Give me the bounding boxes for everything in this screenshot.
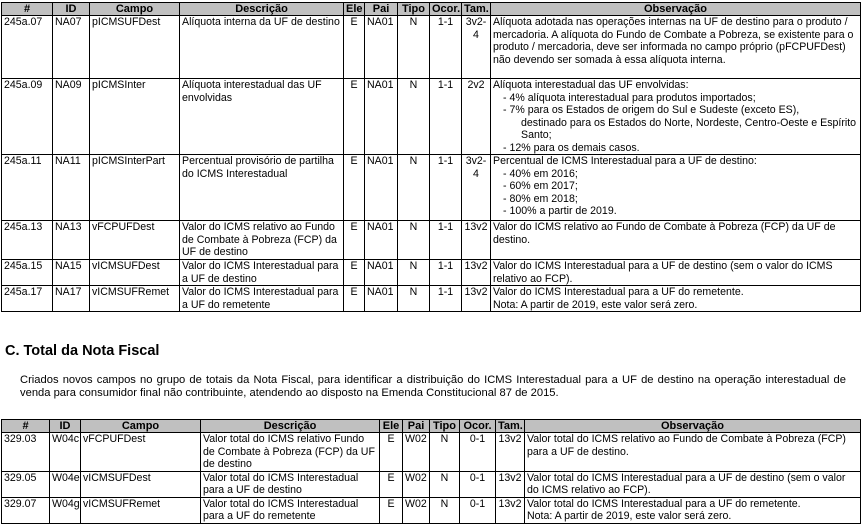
cell-campo: pICMSInter [90, 79, 180, 155]
section-intro: Criados novos campos no grupo de totais da Nota Fiscal, para identificar a distribuição do ICMS Interestadual para a UF de destino na operação interestadual de venda para consumidor final não contribuinte, atendendo ao disposto na Emenda Constitucional 87 de 2015. [20, 374, 846, 399]
cell-ocor: 1-1 [430, 79, 462, 155]
cell-tipo: N [398, 221, 430, 260]
col-header-observacao: Observação [491, 3, 861, 16]
cell-campo: vICMSUFDest [90, 260, 180, 286]
col-header-num: # [2, 420, 50, 433]
obs-list [493, 168, 858, 218]
cell-id: W04g [50, 497, 81, 523]
table-row [2, 221, 861, 260]
cell-descricao: Valor total do ICMS relativo Fundo de Combate à Pobreza (FCP) da UF de destino [201, 433, 380, 472]
cell-pai: W02 [403, 471, 430, 497]
cell-num: 329.03 [2, 433, 50, 472]
cell-ele: E [344, 16, 365, 79]
table-row [2, 16, 861, 79]
cell-id: W04e [50, 471, 81, 497]
obs-note: Nota: A partir de 2019, este valor será zero. [493, 298, 698, 311]
table-header-row [2, 420, 861, 433]
cell-tipo: N [430, 471, 460, 497]
col-header-num: # [2, 3, 53, 16]
col-header-campo: Campo [90, 3, 180, 16]
cell-descricao: Valor total do ICMS Interestadual para a UF do remetente [201, 497, 380, 523]
cell-observacao [491, 286, 861, 312]
obs-item: destinado para os Estados do Norte, Nordeste, Centro-Oeste e Espírito Santo; [521, 116, 857, 141]
cell-observacao [525, 497, 861, 523]
cell-ele: E [380, 433, 403, 472]
totals-fields-table [1, 419, 861, 524]
cell-tipo: N [430, 497, 460, 523]
cell-campo: vICMSUFDest [81, 471, 201, 497]
table-row [2, 79, 861, 155]
cell-ocor: 1-1 [430, 155, 462, 221]
table-row [2, 497, 861, 523]
obs-text: Valor do ICMS Interestadual para a UF do remetente. [493, 286, 744, 298]
col-header-pai: Pai [403, 420, 430, 433]
cell-pai: W02 [403, 497, 430, 523]
cell-id: NA09 [53, 79, 90, 155]
cell-tipo: N [398, 260, 430, 286]
table-row [2, 286, 861, 312]
obs-item: - 40% em 2016; [503, 167, 578, 180]
cell-observacao: Valor total do ICMS Interestadual para a UF de destino (sem o valor do ICMS relativo ao FCP). [525, 471, 861, 497]
cell-num: 245a.13 [2, 221, 53, 260]
cell-ele: E [380, 471, 403, 497]
col-header-observacao: Observação [525, 420, 861, 433]
cell-ocor: 1-1 [430, 221, 462, 260]
col-header-descricao: Descrição [180, 3, 344, 16]
cell-tipo: N [430, 433, 460, 472]
cell-id: NA07 [53, 16, 90, 79]
cell-ocor: 0-1 [460, 433, 496, 472]
cell-descricao: Valor do ICMS Interestadual para a UF de destino [180, 260, 344, 286]
obs-item: - 7% para os Estados de origem do Sul e Sudeste (exceto ES), [503, 104, 800, 116]
col-header-campo: Campo [81, 420, 201, 433]
cell-num: 245a.07 [2, 16, 53, 79]
obs-list [493, 92, 858, 155]
obs-intro: Percentual de ICMS Interestadual para a UF de destino: [493, 155, 757, 167]
cell-num: 245a.15 [2, 260, 53, 286]
cell-id: NA13 [53, 221, 90, 260]
cell-campo: vICMSUFRemet [90, 286, 180, 312]
cell-tam: 13v2 [462, 221, 491, 260]
cell-num: 329.07 [2, 497, 50, 523]
obs-note: Nota: A partir de 2019, este valor será zero. [527, 510, 732, 522]
cell-tipo: N [398, 79, 430, 155]
col-header-tam: Tam. [496, 420, 525, 433]
cell-tam: 13v2 [496, 497, 525, 523]
cell-pai: NA01 [365, 16, 398, 79]
cell-ele: E [344, 155, 365, 221]
table-header-row [2, 3, 861, 16]
icms-fields-table [1, 2, 861, 312]
obs-intro: Alíquota interestadual das UF envolvidas: [493, 79, 689, 91]
cell-descricao: Valor do ICMS Interestadual para a UF do remetente [180, 286, 344, 312]
cell-descricao: Alíquota interna da UF de destino [180, 16, 344, 79]
cell-descricao: Valor total do ICMS Interestadual para a UF de destino [201, 471, 380, 497]
cell-ele: E [344, 79, 365, 155]
col-header-ocor: Ocor. [430, 3, 462, 16]
cell-pai: NA01 [365, 260, 398, 286]
col-header-tam: Tam. [462, 3, 491, 16]
cell-tam: 2v2 [462, 79, 491, 155]
col-header-descricao: Descrição [201, 420, 380, 433]
cell-ocor: 1-1 [430, 286, 462, 312]
cell-ele: E [344, 286, 365, 312]
col-header-ele: Ele [380, 420, 403, 433]
cell-id: NA11 [53, 155, 90, 221]
col-header-pai: Pai [365, 3, 398, 16]
cell-ocor: 0-1 [460, 497, 496, 523]
col-header-tipo: Tipo [430, 420, 460, 433]
obs-item: - 100% a partir de 2019. [503, 205, 617, 217]
cell-pai: NA01 [365, 286, 398, 312]
cell-descricao: Percentual provisório de partilha do ICMS Interestadual [180, 155, 344, 221]
obs-item: - 4% alíquota interestadual para produtos importados; [503, 91, 756, 104]
cell-tam: 13v2 [462, 260, 491, 286]
obs-item: - 80% em 2018; [503, 192, 578, 205]
col-header-ocor: Ocor. [460, 420, 496, 433]
cell-observacao: Valor do ICMS relativo ao Fundo de Combate à Pobreza (FCP) da UF de destino. [491, 221, 861, 260]
col-header-tipo: Tipo [398, 3, 430, 16]
col-header-id: ID [53, 3, 90, 16]
cell-id: NA15 [53, 260, 90, 286]
obs-item: - 12% para os demais casos. [503, 141, 640, 154]
cell-tam: 13v2 [496, 471, 525, 497]
cell-campo: vICMSUFRemet [81, 497, 201, 523]
cell-num: 329.05 [2, 471, 50, 497]
cell-tipo: N [398, 286, 430, 312]
table-row [2, 471, 861, 497]
cell-num: 245a.17 [2, 286, 53, 312]
cell-ele: E [380, 497, 403, 523]
cell-ocor: 0-1 [460, 471, 496, 497]
cell-pai: NA01 [365, 221, 398, 260]
cell-observacao [491, 79, 861, 155]
cell-tam: 3v2-4 [462, 155, 491, 221]
cell-pai: W02 [403, 433, 430, 472]
cell-ocor: 1-1 [430, 260, 462, 286]
col-header-ele: Ele [344, 3, 365, 16]
obs-item: - 60% em 2017; [503, 180, 578, 192]
table-row [2, 433, 861, 472]
cell-campo: pICMSInterPart [90, 155, 180, 221]
cell-ocor: 1-1 [430, 16, 462, 79]
cell-descricao: Valor do ICMS relativo ao Fundo de Combate à Pobreza (FCP) da UF de destino [180, 221, 344, 260]
cell-descricao: Alíquota interestadual das UF envolvidas [180, 79, 344, 155]
table-row [2, 260, 861, 286]
cell-pai: NA01 [365, 155, 398, 221]
section-title: C. Total da Nota Fiscal [5, 343, 160, 359]
cell-tipo: N [398, 16, 430, 79]
cell-tam: 13v2 [462, 286, 491, 312]
cell-campo: pICMSUFDest [90, 16, 180, 79]
cell-observacao: Valor do ICMS Interestadual para a UF de destino (sem o valor do ICMS relativo ao FCP). [491, 260, 861, 286]
col-header-id: ID [50, 420, 81, 433]
cell-num: 245a.09 [2, 79, 53, 155]
cell-id: NA17 [53, 286, 90, 312]
cell-ele: E [344, 260, 365, 286]
cell-tam: 3v2-4 [462, 16, 491, 79]
cell-tipo: N [398, 155, 430, 221]
cell-id: W04c [50, 433, 81, 472]
cell-pai: NA01 [365, 79, 398, 155]
cell-num: 245a.11 [2, 155, 53, 221]
cell-observacao [491, 155, 861, 221]
obs-text: Valor total do ICMS Interestadual para a UF do remetente. [527, 497, 801, 510]
cell-tam: 13v2 [496, 433, 525, 472]
cell-campo: vFCPUFDest [90, 221, 180, 260]
table-row [2, 155, 861, 221]
cell-campo: vFCPUFDest [81, 433, 201, 472]
cell-ele: E [344, 221, 365, 260]
cell-observacao: Alíquota adotada nas operações internas na UF de destino para o produto / mercadoria. A alíquota do Fundo de Combate a Pobreza, se existente para o produto / mercadoria, deve ser informada no campo próprio (pFCPUFDest) não devendo ser somada à essa alíquota interna. [491, 16, 861, 79]
cell-observacao: Valor total do ICMS relativo ao Fundo de Combate à Pobreza (FCP) para a UF de destino. [525, 433, 861, 472]
